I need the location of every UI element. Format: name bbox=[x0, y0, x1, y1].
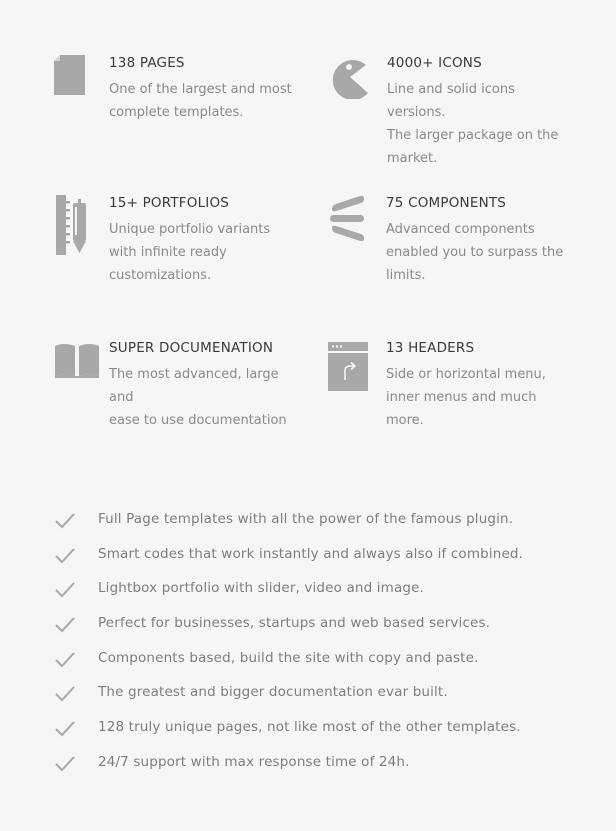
list-item-label: 128 truly unique pages, not like most of the other templates. bbox=[98, 719, 521, 736]
list-item-label: 24/7 support with max response time of 24h. bbox=[98, 753, 410, 770]
feature-title: 4000+ ICONS bbox=[387, 55, 482, 71]
feature-title: SUPER DOCUMENATION bbox=[109, 340, 274, 356]
feature-title: 138 PAGES bbox=[109, 55, 185, 71]
pacman-icon bbox=[330, 55, 370, 99]
ruler-pen-icon bbox=[54, 195, 90, 257]
feature-description: Advanced components enabled you to surpass the limits. bbox=[386, 222, 564, 283]
checkmark-icon bbox=[54, 720, 76, 738]
checkmark-icon bbox=[54, 581, 76, 599]
feature-description: Line and solid icons versions. The larger package on the market. bbox=[387, 82, 559, 166]
feature-title: 13 HEADERS bbox=[386, 340, 475, 356]
list-item-label: The greatest and bigger documentation evar built. bbox=[98, 684, 448, 701]
list-item-label: Lightbox portfolio with slider, video and image. bbox=[98, 580, 424, 597]
checkmark-icon bbox=[54, 616, 76, 634]
checkmark-icon bbox=[54, 512, 76, 530]
page-icon bbox=[54, 55, 86, 97]
list-item-label: Components based, build the site with copy and paste. bbox=[98, 649, 479, 666]
list-item-label: Smart codes that work instantly and always also if combined. bbox=[98, 545, 524, 562]
feature-description: One of the largest and most complete templates. bbox=[109, 82, 292, 120]
checkmark-icon bbox=[54, 755, 76, 773]
feature-description: The most advanced, large and ease to use documentation bbox=[109, 367, 287, 428]
list-item-label: Perfect for businesses, startups and web based services. bbox=[98, 615, 491, 632]
list-item-label: Full Page templates with all the power of the famous plugin. bbox=[98, 511, 514, 527]
book-icon bbox=[54, 342, 100, 380]
feature-title: 15+ PORTFOLIOS bbox=[109, 195, 230, 211]
browser-window-icon bbox=[328, 342, 368, 392]
feature-description: Unique portfolio variants with infinite ready customizations. bbox=[109, 222, 271, 283]
checkmark-icon bbox=[54, 685, 76, 703]
components-icon bbox=[328, 195, 368, 243]
checkmark-icon bbox=[54, 651, 76, 669]
checkmark-icon bbox=[54, 547, 76, 565]
feature-title: 75 COMPONENTS bbox=[386, 195, 507, 211]
feature-description: Side or horizontal menu, inner menus and much more. bbox=[386, 367, 546, 428]
